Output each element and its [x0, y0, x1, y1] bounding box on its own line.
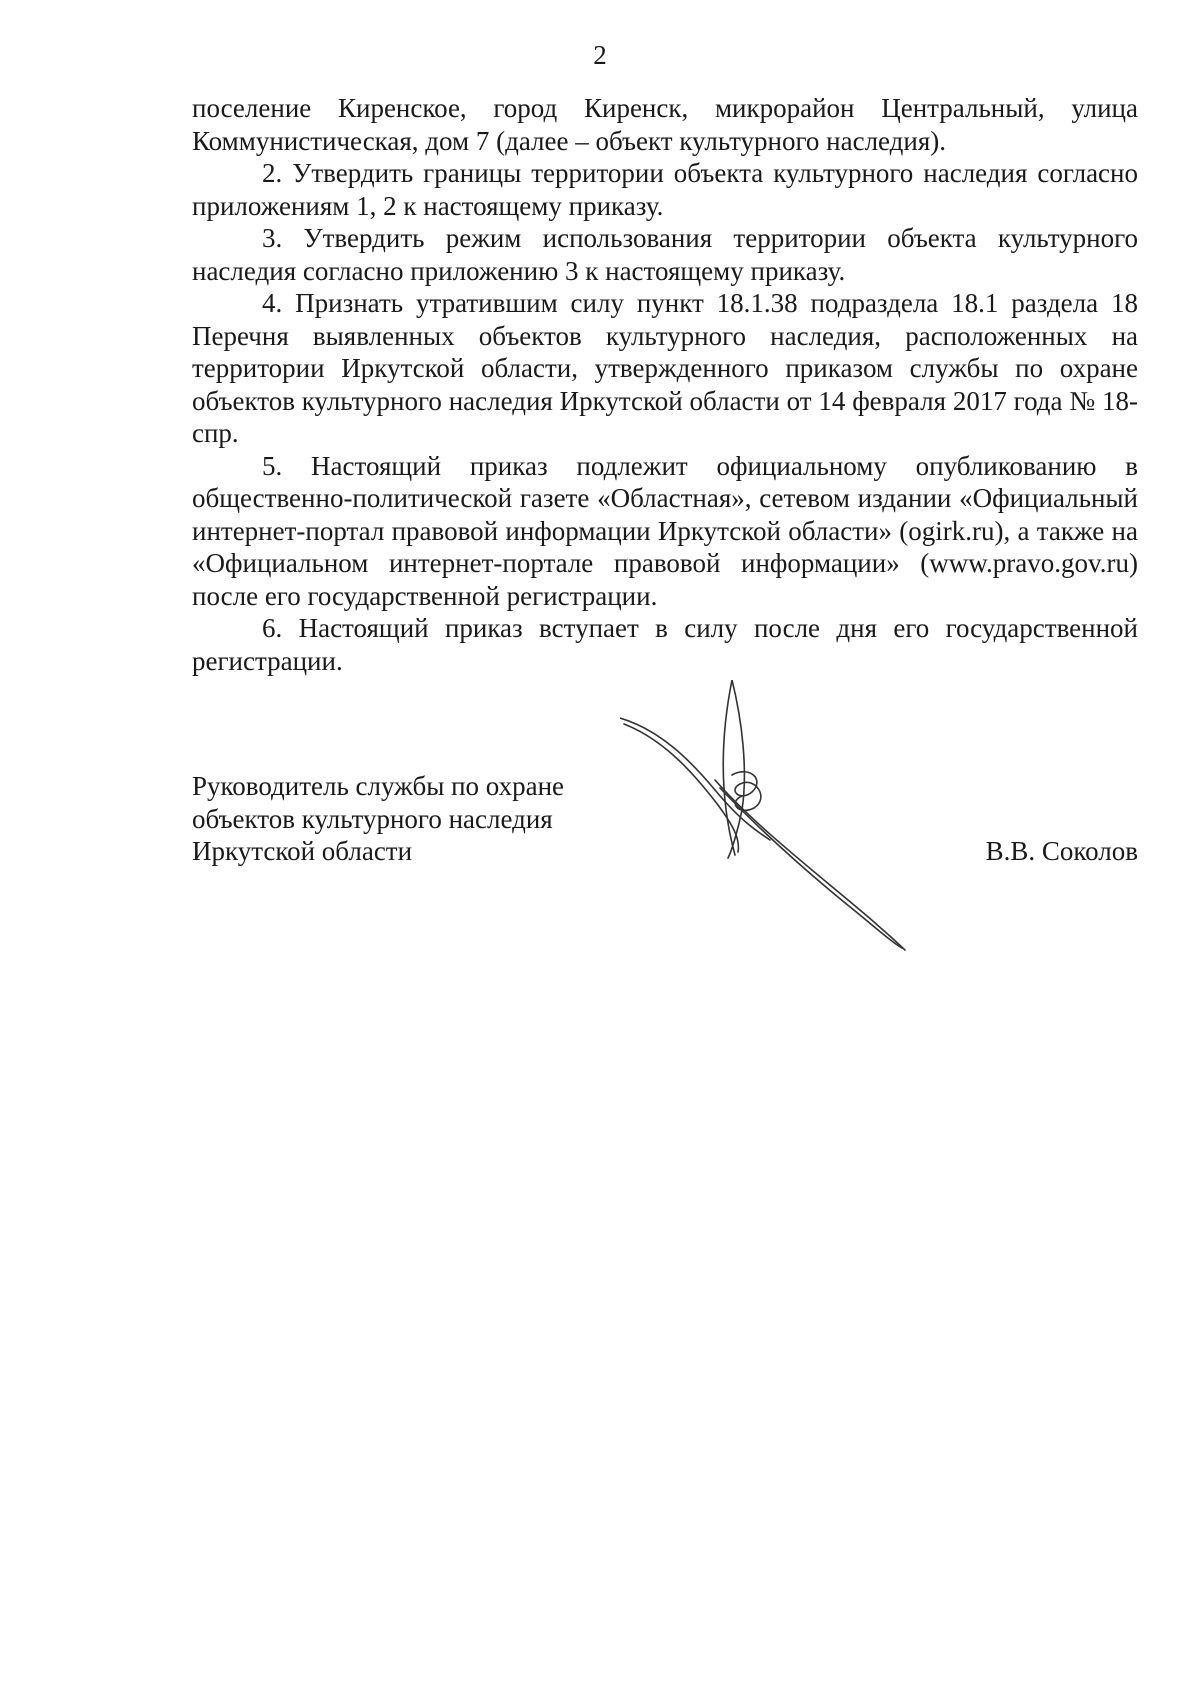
paragraph-item-5: 5. Настоящий приказ подлежит официальному опубликованию в общественно-политической газете «Областная», сетевом издании «Официальный интернет-портал правовой информации Иркутской области» (ogirk.ru), а также на «Официальном интернет-портале правовой информации» (www.pravo.gov.ru) после его государственной регистрации.	[192, 450, 1138, 611]
signatory-name: В.В. Соколов	[985, 836, 1138, 866]
signatory-position-line: Руководитель службы по охране	[192, 771, 565, 801]
paragraph-item-3: 3. Утвердить режим использования территории объекта культурного наследия согласно приложению 3 к настоящему приказу.	[192, 223, 1138, 286]
document-body	[192, 92, 1138, 677]
handwritten-signature	[620, 680, 940, 960]
page-number: 2	[593, 40, 607, 70]
paragraph-item-6: 6. Настоящий приказ вступает в силу после дня его государственной регистрации.	[192, 613, 1138, 676]
signature-stroke-tail-2	[720, 788, 902, 948]
signature-stroke-sweep	[620, 718, 770, 840]
paragraph-continuation: поселение Киренское, город Киренск, микрорайон Центральный, улица Коммунистическая, дом 7 (далее – объект культурного наследия).	[192, 93, 1138, 156]
paragraph-item-4: 4. Признать утратившим силу пункт 18.1.38 подраздела 18.1 раздела 18 Перечня выявленных объектов культурного наследия, расположенных на территории Иркутской области, утвержденного приказом службы по охране объектов культурного наследия Иркутской области от 14 февраля 2017 года № 18-спр.	[192, 288, 1138, 448]
signature-stroke-tail	[715, 780, 905, 950]
signatory-position-line: объектов культурного наследия	[192, 803, 553, 834]
paragraph-item-2: 2. Утвердить границы территории объекта культурного наследия согласно приложениям 1, 2 к настоящему приказу.	[192, 158, 1138, 221]
signatory-position-line: Иркутской области	[192, 836, 413, 866]
signatory-position	[192, 770, 564, 868]
